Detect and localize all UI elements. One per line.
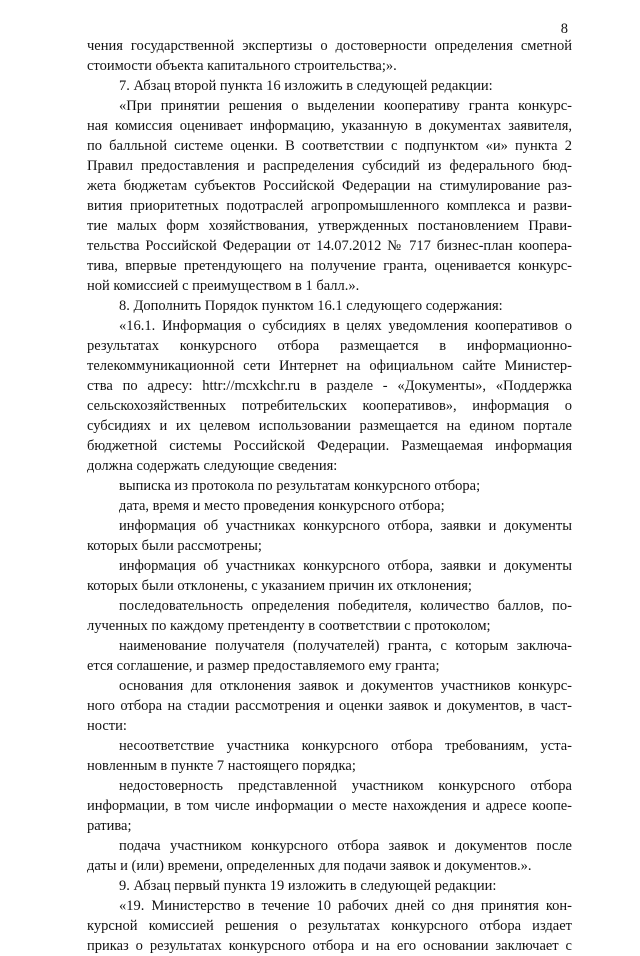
paragraph xyxy=(87,736,572,776)
paragraph xyxy=(87,556,572,596)
text-line: основания для отклонения заявок и документов участников конкурс- xyxy=(119,678,572,694)
text-line: ного отбора на стадии рассмотрения и оценки заявок и документов, в част- xyxy=(87,698,572,714)
text-line: ратива; xyxy=(87,818,132,834)
text-line: ства по адресу: httr://mcxkchr.ru в разделе - «Документы», «Поддержка xyxy=(87,378,572,394)
text-line: ная комиссия оценивает информацию, указанную в документах заявителя, xyxy=(87,118,572,134)
text-line: 7. Абзац второй пункта 16 изложить в следующей редакции: xyxy=(119,78,493,94)
paragraph xyxy=(87,776,572,836)
text-line: телекоммуникационной сети Интернет на официальном сайте Министер- xyxy=(87,358,572,374)
text-line: Правил предоставления и распределения субсидий из федерального бюд- xyxy=(87,158,572,174)
text-line: даты и (или) времени, определенных для подачи заявок и документов.». xyxy=(87,858,532,874)
text-line: наименование получателя (получателей) гранта, с которым заключа- xyxy=(119,638,572,654)
paragraph xyxy=(87,876,572,896)
text-line: несоответствие участника конкурсного отбора требованиям, уста- xyxy=(119,738,572,754)
paragraph xyxy=(87,316,572,476)
text-line: которых были отклонены, с указанием причин их отклонения; xyxy=(87,578,472,594)
text-line: чения государственной экспертизы о достоверности определения сметной xyxy=(87,38,572,54)
text-line: 8. Дополнить Порядок пунктом 16.1 следующего содержания: xyxy=(119,298,503,314)
paragraph xyxy=(87,636,572,676)
text-line: тельства Российской Федерации от 14.07.2012 № 717 бизнес-план коопера- xyxy=(87,238,572,254)
text-line: ется соглашение, и размер предоставляемого ему гранта; xyxy=(87,658,440,674)
paragraph xyxy=(87,296,572,316)
paragraph xyxy=(87,896,572,956)
text-line: информация об участниках конкурсного отбора, заявки и документы xyxy=(119,558,572,574)
page-number: 8 xyxy=(560,21,568,37)
text-line: по балльной системе оценки. В соответствии с подпунктом «и» пункта 2 xyxy=(87,138,572,154)
text-line: «16.1. Информация о субсидиях в целях уведомления кооперативов о xyxy=(119,318,572,334)
text-line: выписка из протокола по результатам конкурсного отбора; xyxy=(119,478,481,494)
text-line: сельскохозяйственных потребительских кооперативов», информация о xyxy=(87,398,572,414)
text-line: информации, в том числе информации о месте нахождения и адресе коопе- xyxy=(87,798,572,814)
text-line: последовательность определения победителя, количество баллов, по- xyxy=(119,598,572,614)
text-line: информация об участниках конкурсного отбора, заявки и документы xyxy=(119,518,572,534)
text-line: результатах конкурсного отбора размещается в информационно- xyxy=(87,338,572,354)
text-line: вития приоритетных подотраслей агропромышленного комплекса и разви- xyxy=(87,198,572,214)
text-line: субсидиях и их целевом использовании размещается на едином портале xyxy=(87,418,572,434)
text-line: 9. Абзац первый пункта 19 изложить в следующей редакции: xyxy=(119,878,497,894)
paragraph xyxy=(87,496,572,516)
paragraph xyxy=(87,476,572,496)
text-line: бюджетной системы Российской Федерации. Размещаемая информация xyxy=(87,438,572,454)
text-line: курсной комиссией решения о результатах конкурсного отбора издает xyxy=(87,918,572,934)
paragraph xyxy=(87,36,572,76)
paragraph xyxy=(87,836,572,876)
text-line: жета бюджетам субъектов Российской Федерации на стимулирование раз- xyxy=(87,178,572,194)
text-line: подача участником конкурсного отбора заявок и документов после xyxy=(119,838,572,854)
text-line: «При принятии решения о выделении кооперативу гранта конкурс- xyxy=(119,98,572,114)
paragraph xyxy=(87,676,572,736)
paragraph xyxy=(87,96,572,296)
text-line: которых были рассмотрены; xyxy=(87,538,262,554)
text-line: приказ о результатах конкурсного отбора и на его основании заключает с xyxy=(87,938,572,954)
text-line: стоимости объекта капитального строительства;». xyxy=(87,58,397,74)
text-line: ной комиссией с преимуществом в 1 балл.». xyxy=(87,278,360,294)
text-line: недостоверность представленной участником конкурсного отбора xyxy=(119,778,572,794)
text-line: тива, впервые претендующего на получение гранта, оценивается конкурс- xyxy=(87,258,572,274)
text-line: тие малых форм хозяйствования, утвержденных постановлением Прави- xyxy=(87,218,572,234)
text-line: новленным в пункте 7 настоящего порядка; xyxy=(87,758,356,774)
text-line: лученных по каждому претенденту в соответствии с протоколом; xyxy=(87,618,491,634)
text-line: дата, время и место проведения конкурсного отбора; xyxy=(119,498,445,514)
text-line: должна содержать следующие сведения: xyxy=(87,458,338,474)
paragraph xyxy=(87,516,572,556)
text-line: ности: xyxy=(87,718,127,734)
paragraph xyxy=(87,596,572,636)
document-body xyxy=(87,36,572,956)
paragraph xyxy=(87,76,572,96)
text-line: «19. Министерство в течение 10 рабочих дней со дня принятия кон- xyxy=(119,898,572,914)
